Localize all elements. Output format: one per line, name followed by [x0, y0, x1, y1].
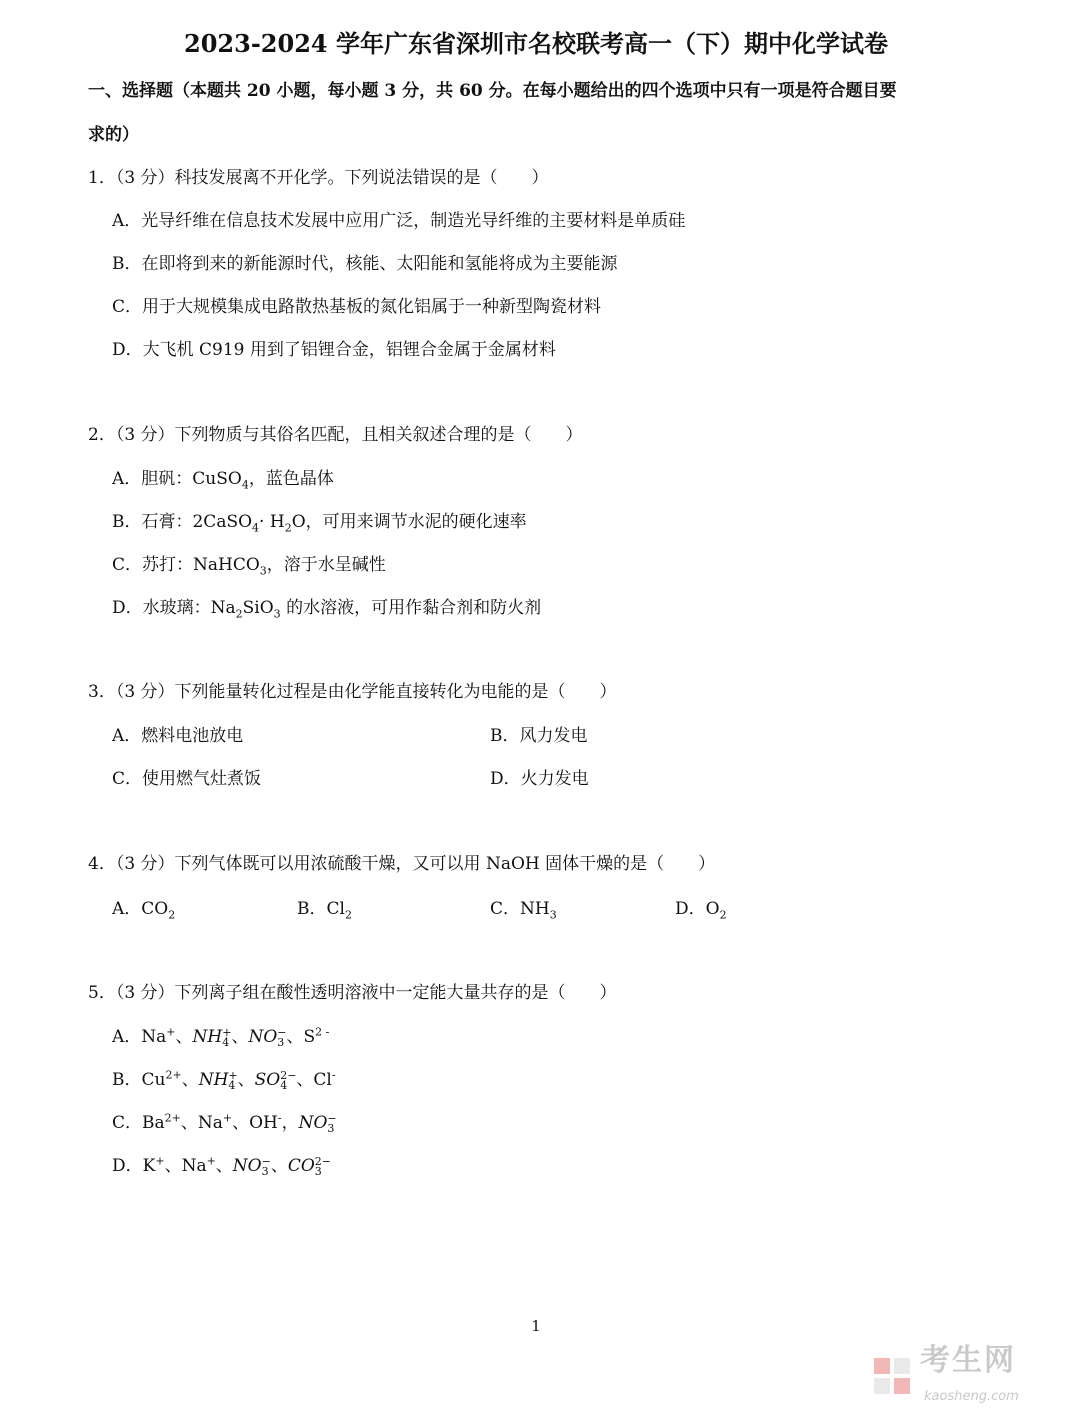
- question-5-option-a: A．Na+、NH + 4 、NO − 3 、$S^{2 -}$: [112, 1025, 330, 1049]
- question-4-option-b: B．$Cl_2$: [297, 899, 352, 922]
- kaosheng-logo-icon: [872, 1356, 912, 1396]
- watermark-logo: [872, 1343, 1052, 1404]
- question-1-option-c: C．用于大规模集成电路散热基板的氮化铝属于一种新型陶瓷材料: [112, 297, 602, 317]
- question-5-stem: 5．（3 分）下列离子组在酸性透明溶液中一定能大量共存的是（ ）: [88, 983, 617, 1003]
- question-5-option-d: D．K+、Na+、NO − 3 、CO 2− 3: [112, 1154, 331, 1178]
- page-number: 1: [531, 1317, 541, 1335]
- question-2-option-b: B．石膏：2CaSO$_4$· $H_2O$，可用来调节水泥的硬化速率: [112, 512, 527, 535]
- question-4-stem: 4．（3 分）下列气体既可以用浓硫酸干燥，又可以用 NaOH 固体干燥的是（ ）: [88, 854, 716, 874]
- question-2-option-d: D．水玻璃：$Na_2SiO_3$ 的水溶液，可用作黏合剂和防火剂: [112, 598, 542, 621]
- question-3-option-c: C．使用燃气灶煮饭: [112, 769, 262, 789]
- question-1-option-b: B．在即将到来的新能源时代，核能、太阳能和氢能将成为主要能源: [112, 254, 618, 274]
- watermark-en-text: kaosheng.com: [924, 1389, 1019, 1404]
- question-4-option-a: A．$CO_2$: [112, 899, 176, 922]
- section-heading-cont: 求的）: [88, 125, 139, 145]
- question-3-option-d: D．火力发电: [490, 769, 589, 789]
- question-2-option-a: A．胆矾：CuSO$_4$，蓝色晶体: [112, 469, 334, 492]
- section-heading: 一、选择题（本题共 20 小题，每小题 3 分，共 60 分。在每小题给出的四个选项中只有一项是符合题目要: [88, 81, 897, 101]
- question-1-option-a: A．光导纤维在信息技术发展中应用广泛，制造光导纤维的主要材料是单质硅: [112, 211, 686, 231]
- question-4-option-c: C．$NH_3$: [490, 899, 557, 922]
- watermark-cn-text: 考生网: [920, 1343, 1016, 1378]
- question-2-stem: 2．（3 分）下列物质与其俗名匹配，且相关叙述合理的是（ ）: [88, 425, 583, 445]
- question-3-option-a: A．燃料电池放电: [112, 726, 244, 746]
- page-title: 2023-2024 学年广东省深圳市名校联考高一（下）期中化学试卷: [184, 29, 888, 58]
- question-4-option-d: D．$O_2$: [675, 899, 727, 922]
- question-3-stem: 3．（3 分）下列能量转化过程是由化学能直接转化为电能的是（ ）: [88, 682, 617, 702]
- question-1-stem: 1．（3 分）科技发展离不开化学。下列说法错误的是（ ）: [88, 168, 549, 188]
- question-1-option-d: D．大飞机 C919 用到了铝锂合金，铝锂合金属于金属材料: [112, 340, 556, 360]
- question-3-option-b: B．风力发电: [490, 726, 588, 746]
- question-2-option-c: C．苏打：NaHCO$_3$，溶于水呈碱性: [112, 555, 386, 578]
- question-5-option-c: C．$Ba^{2+}$、Na+、OH-，NO − 3: [112, 1111, 337, 1135]
- question-5-option-b: B．$Cu^{2+}$、NH + 4 、SO 2− 4 、Cl-: [112, 1068, 336, 1092]
